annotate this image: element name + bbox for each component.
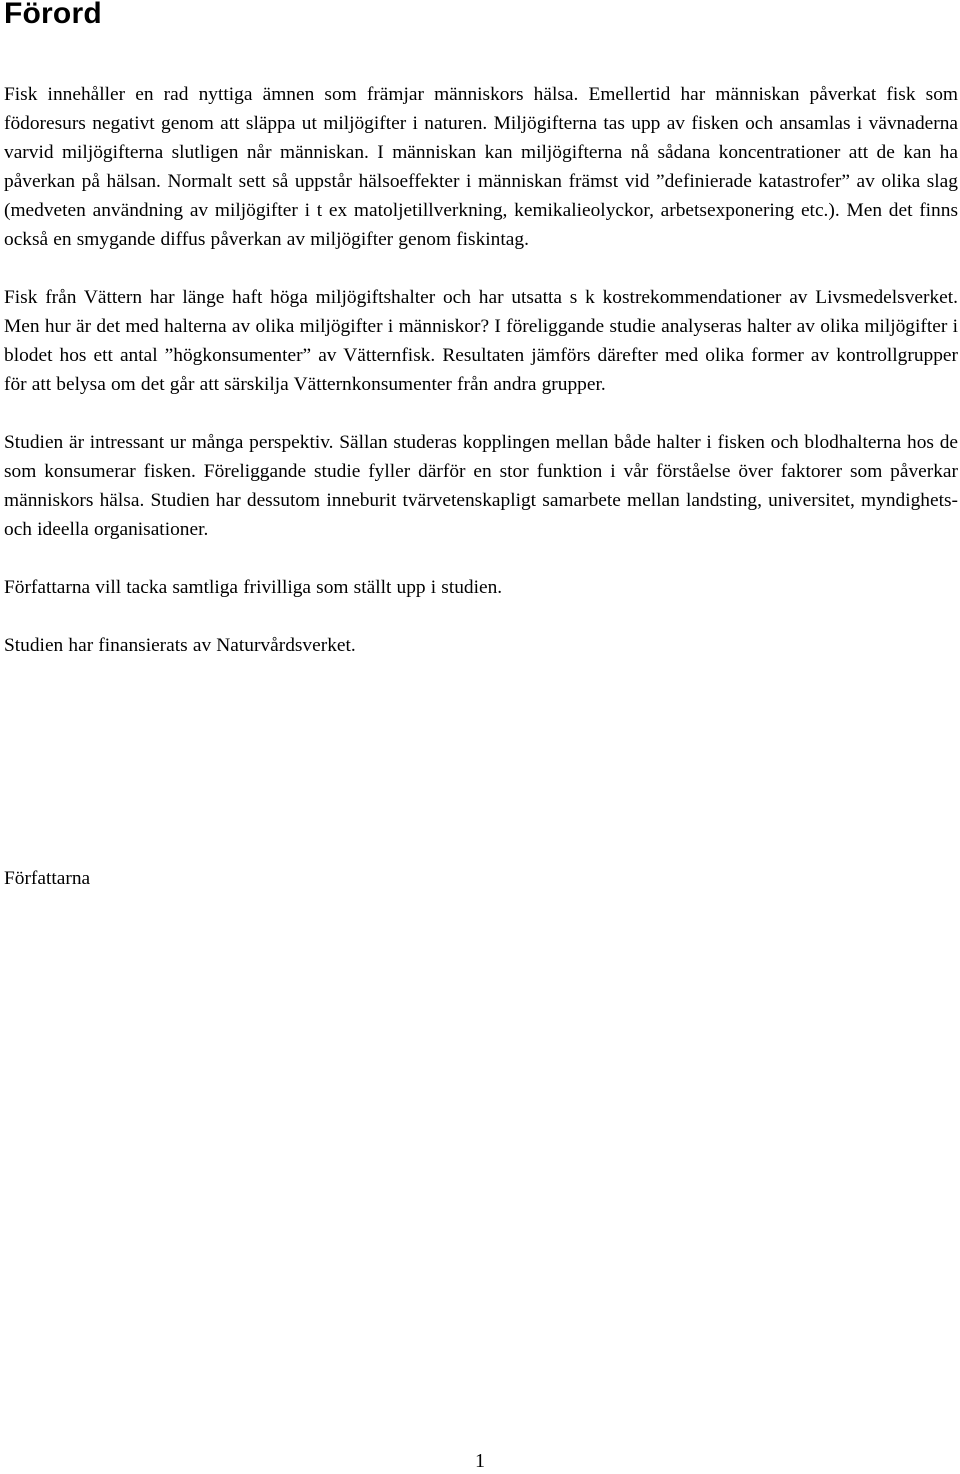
page-number: 1 (475, 1450, 485, 1472)
signature: Författarna (4, 868, 91, 889)
page-title: Förord (4, 0, 102, 30)
paragraph-funding: Studien har finansierats av Naturvårdsverket. (4, 635, 356, 656)
body-text (4, 80, 958, 660)
paragraph-intro: Fisk innehåller en rad nyttiga ämnen som främjar människors hälsa. Emellertid har människan påverkat fisk som födoresurs negativt genom att släppa ut miljögifter i naturen. Miljögifterna tas upp av fisken och ansamlas i vävnaderna varvid miljögifterna slutligen når människan. I människan kan miljögifterna nå sådana koncentrationer att de kan ha påverkan på hälsan. Normalt sett så uppstår hälsoeffekter i människan främst vid ”definierade katastrofer” av olika slag (medveten användning av miljögifter i t ex matoljetillverkning, kemikalieolyckor, arbetsexponering etc.). Men det finns också en smygande diffus påverkan av miljögifter genom fiskintag. (4, 84, 958, 250)
paragraph-thanks: Författarna vill tacka samtliga frivilliga som ställt upp i studien. (4, 577, 503, 598)
paragraph-perspective: Studien är intressant ur många perspektiv. Sällan studeras kopplingen mellan både halter i fisken och blodhalterna hos de som konsumerar fisken. Föreliggande studie fyller därför en stor funktion i vår förståelse över faktorer som påverkar människors hälsa. Studien har dessutom inneburit tvärvetenskapligt samarbete mellan landsting, universitet, myndighets- och ideella organisationer. (4, 432, 958, 540)
paragraph-vattern: Fisk från Vättern har länge haft höga miljögiftshalter och har utsatta s k kostrekommendationer av Livsmedelsverket. Men hur är det med halterna av olika miljögifter i människor? I föreliggande studie analyseras halter av olika miljögifter i blodet hos ett antal ”högkonsumenter” av Vätternfisk. Resultaten jämförs därefter med olika former av kontrollgrupper för att belysa om det går att särskilja Vätternkonsumenter från andra grupper. (4, 287, 958, 395)
